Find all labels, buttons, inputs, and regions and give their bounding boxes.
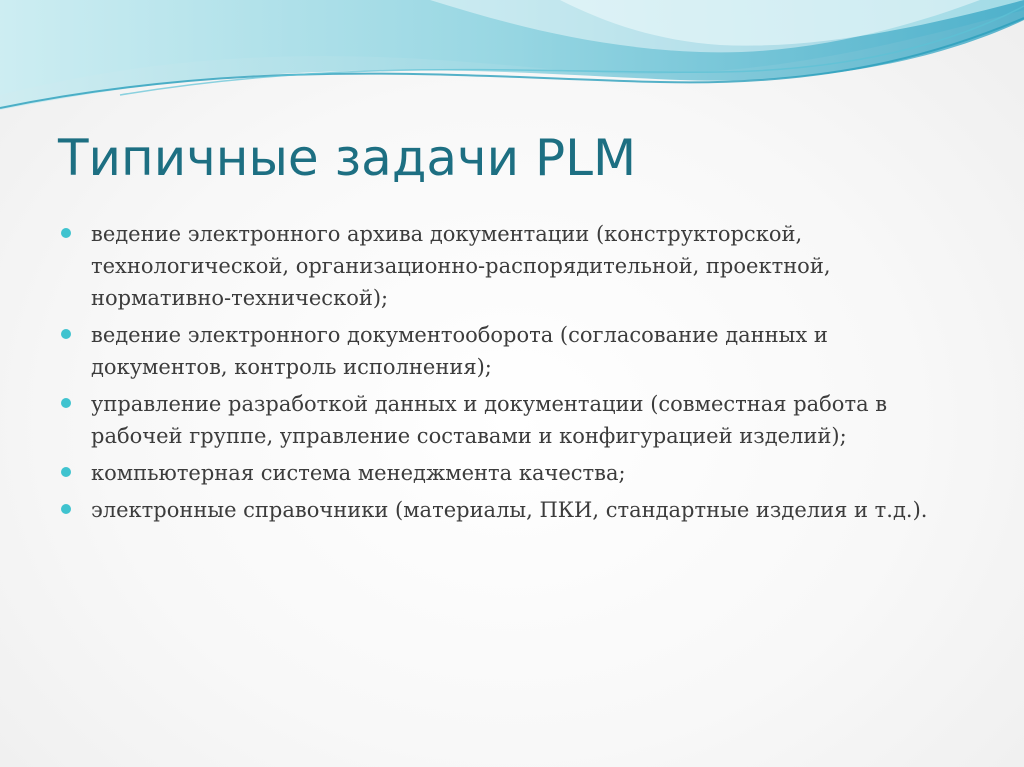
bullet-list	[60, 218, 960, 531]
list-item	[60, 457, 960, 489]
list-item-text: управление разработкой данных и документации (совместная работа в рабочей группе, управление составами и конфигурацией изделий);	[91, 392, 888, 448]
list-item-text: ведение электронного документооборота (согласование данных и документов, контроль исполнения);	[91, 323, 828, 379]
list-item-text: электронные справочники (материалы, ПКИ, стандартные изделия и т.д.).	[91, 498, 928, 522]
header-wave-decoration	[0, 0, 1024, 130]
list-item	[60, 319, 960, 383]
list-item	[60, 388, 960, 452]
list-item	[60, 218, 960, 314]
bullet-dot-icon	[61, 329, 71, 339]
bullet-dot-icon	[61, 504, 71, 514]
bullet-dot-icon	[61, 228, 71, 238]
list-item-text: ведение электронного архива документации (конструкторской, технологической, организационно-распорядительной, проектной, нормативно-технической);	[91, 222, 831, 310]
list-item	[60, 494, 960, 526]
list-item-text: компьютерная система менеджмента качества;	[91, 461, 626, 485]
bullet-dot-icon	[61, 398, 71, 408]
bullet-dot-icon	[61, 467, 71, 477]
slide-title: Типичные задачи PLM	[58, 129, 637, 187]
